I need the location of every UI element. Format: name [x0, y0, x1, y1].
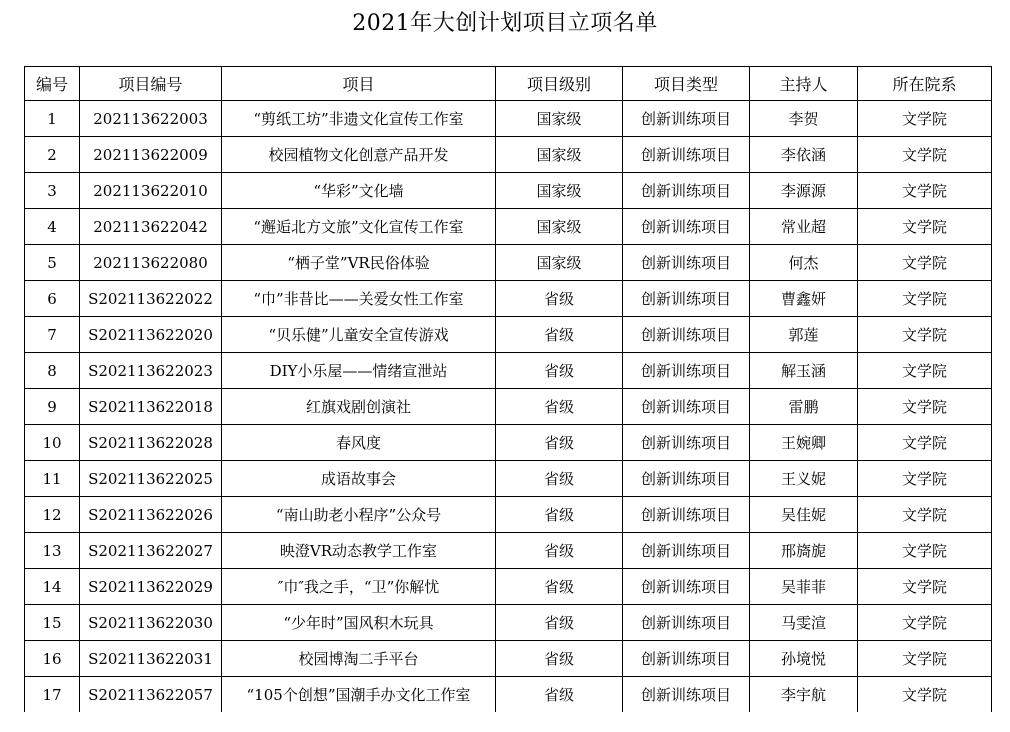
cell-no: 6 — [25, 281, 80, 317]
cell-project-code: S202113622057 — [80, 677, 222, 713]
cell-project-name: ″巾″我之手，“卫”你解忧 — [222, 569, 496, 605]
table-row — [25, 389, 992, 425]
cell-project-level: 省级 — [496, 389, 623, 425]
cell-project-code: S202113622022 — [80, 281, 222, 317]
cell-project-name: 成语故事会 — [222, 461, 496, 497]
cell-project-name: “少年时”国风积木玩具 — [222, 605, 496, 641]
cell-project-type: 创新训练项目 — [623, 677, 750, 713]
cell-project-code: S202113622018 — [80, 389, 222, 425]
cell-project-code: S202113622030 — [80, 605, 222, 641]
cell-project-level: 国家级 — [496, 209, 623, 245]
cell-project-type: 创新训练项目 — [623, 569, 750, 605]
cell-host: 吴菲菲 — [750, 569, 858, 605]
cell-project-type: 创新训练项目 — [623, 425, 750, 461]
cell-project-name: 映澄VR动态教学工作室 — [222, 533, 496, 569]
cell-no: 11 — [25, 461, 80, 497]
cell-project-name: 校园植物文化创意产品开发 — [222, 137, 496, 173]
cell-host: 王婉卿 — [750, 425, 858, 461]
table-header-row — [25, 67, 992, 101]
cell-project-level: 省级 — [496, 281, 623, 317]
header-department: 所在院系 — [858, 67, 992, 101]
cell-project-type: 创新训练项目 — [623, 137, 750, 173]
table-row — [25, 317, 992, 353]
project-table — [24, 66, 992, 712]
cell-project-code: S202113622027 — [80, 533, 222, 569]
table-row — [25, 173, 992, 209]
table-row — [25, 353, 992, 389]
cell-no: 16 — [25, 641, 80, 677]
header-project-type: 项目类型 — [623, 67, 750, 101]
cell-department: 文学院 — [858, 461, 992, 497]
header-project-name: 项目 — [222, 67, 496, 101]
cell-host: 吴佳妮 — [750, 497, 858, 533]
cell-department: 文学院 — [858, 569, 992, 605]
header-host: 主持人 — [750, 67, 858, 101]
cell-department: 文学院 — [858, 677, 992, 713]
cell-department: 文学院 — [858, 173, 992, 209]
table-row — [25, 137, 992, 173]
cell-project-code: 202113622003 — [80, 101, 222, 137]
cell-department: 文学院 — [858, 497, 992, 533]
cell-department: 文学院 — [858, 389, 992, 425]
cell-project-level: 省级 — [496, 641, 623, 677]
header-project-code: 项目编号 — [80, 67, 222, 101]
cell-no: 8 — [25, 353, 80, 389]
table-row — [25, 677, 992, 713]
cell-host: 郭莲 — [750, 317, 858, 353]
table-row — [25, 209, 992, 245]
cell-project-name: DIY小乐屋——情绪宣泄站 — [222, 353, 496, 389]
cell-no: 17 — [25, 677, 80, 713]
cell-project-type: 创新训练项目 — [623, 389, 750, 425]
cell-project-code: S202113622023 — [80, 353, 222, 389]
cell-department: 文学院 — [858, 533, 992, 569]
table-row — [25, 101, 992, 137]
cell-host: 何杰 — [750, 245, 858, 281]
cell-project-code: 202113622042 — [80, 209, 222, 245]
cell-project-type: 创新训练项目 — [623, 281, 750, 317]
cell-project-level: 国家级 — [496, 173, 623, 209]
cell-project-type: 创新训练项目 — [623, 173, 750, 209]
cell-no: 9 — [25, 389, 80, 425]
cell-department: 文学院 — [858, 137, 992, 173]
cell-project-name: “贝乐健”儿童安全宣传游戏 — [222, 317, 496, 353]
cell-project-name: “栖子堂”VR民俗体验 — [222, 245, 496, 281]
cell-project-level: 省级 — [496, 317, 623, 353]
cell-project-level: 省级 — [496, 497, 623, 533]
cell-project-type: 创新训练项目 — [623, 497, 750, 533]
cell-project-name: “华彩”文化墙 — [222, 173, 496, 209]
cell-project-code: S202113622031 — [80, 641, 222, 677]
cell-project-type: 创新训练项目 — [623, 605, 750, 641]
cell-project-code: S202113622026 — [80, 497, 222, 533]
cell-no: 2 — [25, 137, 80, 173]
table-row — [25, 497, 992, 533]
cell-no: 7 — [25, 317, 80, 353]
cell-no: 4 — [25, 209, 80, 245]
table-row — [25, 281, 992, 317]
cell-no: 1 — [25, 101, 80, 137]
cell-project-type: 创新训练项目 — [623, 641, 750, 677]
cell-department: 文学院 — [858, 101, 992, 137]
cell-host: 李宇航 — [750, 677, 858, 713]
cell-project-code: S202113622029 — [80, 569, 222, 605]
cell-no: 10 — [25, 425, 80, 461]
table-row — [25, 245, 992, 281]
cell-project-name: 红旗戏剧创演社 — [222, 389, 496, 425]
cell-project-level: 省级 — [496, 569, 623, 605]
cell-no: 5 — [25, 245, 80, 281]
cell-project-code: S202113622020 — [80, 317, 222, 353]
cell-host: 李贺 — [750, 101, 858, 137]
cell-project-type: 创新训练项目 — [623, 533, 750, 569]
cell-project-code: 202113622010 — [80, 173, 222, 209]
cell-project-type: 创新训练项目 — [623, 317, 750, 353]
table-row — [25, 461, 992, 497]
table-row — [25, 425, 992, 461]
table-row — [25, 569, 992, 605]
cell-host: 马雯渲 — [750, 605, 858, 641]
cell-project-name: “巾”非昔比——关爱女性工作室 — [222, 281, 496, 317]
cell-project-type: 创新训练项目 — [623, 209, 750, 245]
cell-host: 解玉涵 — [750, 353, 858, 389]
cell-project-name: 春风度 — [222, 425, 496, 461]
cell-department: 文学院 — [858, 605, 992, 641]
cell-department: 文学院 — [858, 353, 992, 389]
table-row — [25, 533, 992, 569]
cell-no: 3 — [25, 173, 80, 209]
cell-department: 文学院 — [858, 209, 992, 245]
cell-department: 文学院 — [858, 245, 992, 281]
cell-department: 文学院 — [858, 317, 992, 353]
cell-project-name: “105个创想”国潮手办文化工作室 — [222, 677, 496, 713]
cell-host: 王义妮 — [750, 461, 858, 497]
table-body — [25, 101, 992, 713]
table-row — [25, 605, 992, 641]
cell-department: 文学院 — [858, 641, 992, 677]
table-row — [25, 641, 992, 677]
header-project-level: 项目级别 — [496, 67, 623, 101]
cell-project-type: 创新训练项目 — [623, 461, 750, 497]
cell-project-code: 202113622080 — [80, 245, 222, 281]
cell-project-level: 省级 — [496, 461, 623, 497]
cell-project-level: 国家级 — [496, 245, 623, 281]
cell-host: 李依涵 — [750, 137, 858, 173]
cell-project-type: 创新训练项目 — [623, 245, 750, 281]
cell-project-name: 校园博淘二手平台 — [222, 641, 496, 677]
cell-project-level: 省级 — [496, 533, 623, 569]
cell-host: 雷鹏 — [750, 389, 858, 425]
cell-project-level: 国家级 — [496, 101, 623, 137]
cell-project-level: 省级 — [496, 605, 623, 641]
cell-department: 文学院 — [858, 281, 992, 317]
cell-project-code: 202113622009 — [80, 137, 222, 173]
cell-host: 常业超 — [750, 209, 858, 245]
cell-project-level: 省级 — [496, 425, 623, 461]
cell-project-level: 省级 — [496, 353, 623, 389]
cell-no: 12 — [25, 497, 80, 533]
cell-host: 邢旖旎 — [750, 533, 858, 569]
page-title: 2021年大创计划项目立项名单 — [352, 11, 658, 36]
cell-project-level: 国家级 — [496, 137, 623, 173]
cell-host: 李源源 — [750, 173, 858, 209]
cell-host: 孙境悦 — [750, 641, 858, 677]
header-no: 编号 — [25, 67, 80, 101]
cell-project-name: “剪纸工坊”非遗文化宣传工作室 — [222, 101, 496, 137]
cell-project-name: “南山助老小程序”公众号 — [222, 497, 496, 533]
cell-no: 15 — [25, 605, 80, 641]
cell-project-type: 创新训练项目 — [623, 353, 750, 389]
cell-project-code: S202113622025 — [80, 461, 222, 497]
cell-department: 文学院 — [858, 425, 992, 461]
cell-project-level: 省级 — [496, 677, 623, 713]
cell-project-code: S202113622028 — [80, 425, 222, 461]
cell-no: 13 — [25, 533, 80, 569]
cell-host: 曹鑫妍 — [750, 281, 858, 317]
cell-project-type: 创新训练项目 — [623, 101, 750, 137]
cell-project-name: “邂逅北方文旅”文化宣传工作室 — [222, 209, 496, 245]
cell-no: 14 — [25, 569, 80, 605]
